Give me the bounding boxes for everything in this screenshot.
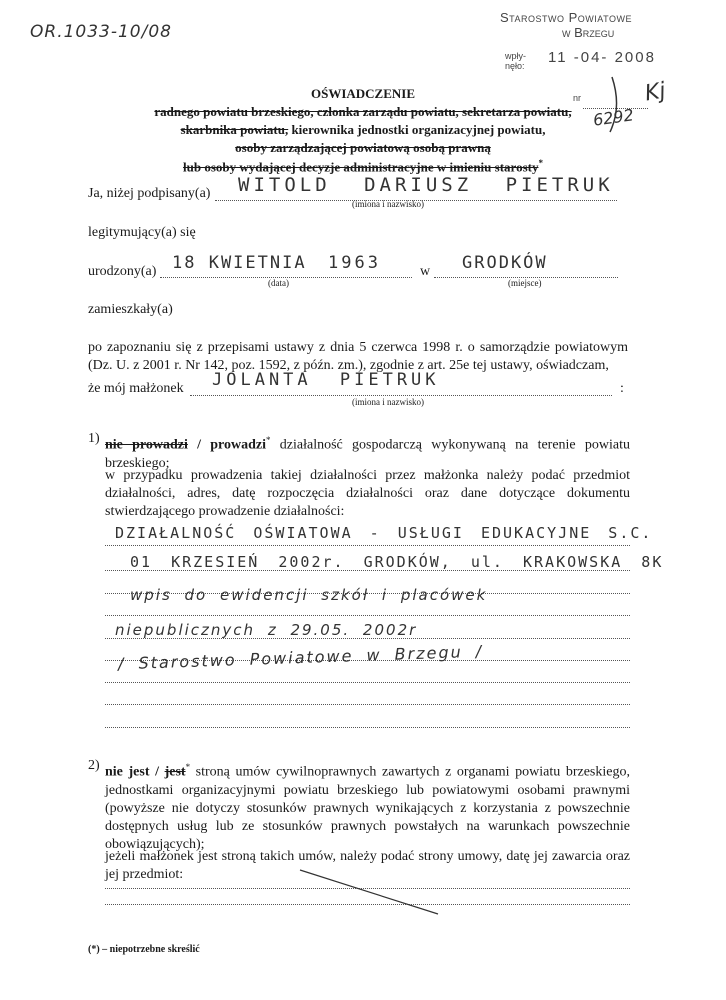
spouse-label: że mój małżonek xyxy=(88,381,184,396)
spouse-caption: (imiona i nazwisko) xyxy=(352,397,424,407)
section-1-handwritten-2: 01 KRZESIEŃ 2002r. GRODKÓW, ul. KRAKOWSKA 8K xyxy=(130,553,664,571)
stamp-received-date: 11 -04- 2008 xyxy=(548,49,656,66)
born-in-label: w xyxy=(420,264,431,279)
id-label: legitymujący(a) się xyxy=(88,225,196,240)
document-reference: OR.1033-10/08 xyxy=(30,22,172,42)
footnote: (*) – niepotrzebne skreślić xyxy=(88,944,200,955)
header-line-2: skarbnika powiatu, kierownika jednostki organizacyjnej powiatu, xyxy=(180,122,546,137)
header-line-1: radnego powiatu brzeskiego, członka zarządu powiatu, sekretarza powiatu, xyxy=(154,104,572,119)
stamp-nr-label: nr xyxy=(573,93,582,103)
section-1-handwritten-3: wpis do ewidencji szkół i placówek xyxy=(130,586,488,604)
stamp-city: w Brzegu xyxy=(562,25,615,40)
document-title: OŚWIADCZENIE xyxy=(310,86,416,101)
section-1-handwritten-1: DZIAŁALNOŚĆ OŚWIATOWA - USŁUGI EDUKACYJNE S.C. xyxy=(115,524,653,542)
signer-caption: (imiona i nazwisko) xyxy=(352,199,424,209)
born-place-caption: (miejsce) xyxy=(508,278,542,288)
section-1-number: 1) xyxy=(88,431,100,446)
section-1-handwritten-5: / Starostwo Powiatowe w Brzegu / xyxy=(117,641,484,674)
section-2-number: 2) xyxy=(88,758,100,773)
born-label: urodzony(a) xyxy=(88,264,157,279)
section-1-lead: nie prowadzi / prowadzi* działalność gospodarczą wykonywaną na terenie powiatu brzeskiego; xyxy=(105,435,630,471)
section-1-handwritten-4: niepublicznych z 29.05. 2002r xyxy=(115,621,418,639)
stamp-nr-value: 6292 xyxy=(591,105,635,130)
signer-value: WITOLD DARIUSZ PIETRUK xyxy=(238,174,614,196)
born-year-value: 1963 xyxy=(328,253,381,273)
signer-label: Ja, niżej podpisany(a) xyxy=(88,186,211,201)
intro-paragraph: po zapoznaniu się z przepisami ustawy z dnia 5 czerwca 1998 r. o samorządzie powiatowym (Dz. U. z 2001 r. Nr 142, poz. 1592, z późn. zm.), zgodnie z art. 25e tej ustawy, oświadczam, xyxy=(88,340,628,373)
section-2-text: nie jest / jest* stroną umów cywilnoprawnych zawartych z organami powiatu brzeskiego, jednostkami organizacyjnymi powiatu brzeskiego lub powiatowymi osobami prawnymi (powyższe nie dotyczy stosunków prawnych wynikających z korzystania z powszechnie dostępnych usług lub ze stosunków prawnych powstałych na warunkach powszechnie obowiązujących); xyxy=(105,762,630,852)
section-1-instruction: w przypadku prowadzenia takiej działalności przez małżonka należy podać przedmiot działalności, adres, datę rozpoczęcia działalności oraz dane dotyczące dokumentu stwierdzającego prowadzenie działalności: xyxy=(105,468,630,519)
spouse-value: JOLANTA PIETRUK xyxy=(212,370,440,390)
section-2-instruction: jeżeli małżonek jest stroną takich umów, należy podać strony umowy, datę jej zawarcia oraz jej przedmiot: xyxy=(105,849,630,882)
stamp-office: Starostwo Powiatowe xyxy=(500,10,632,25)
header-line-4: lub osoby wydającej decyzje administracyjne w imieniu starosty* xyxy=(183,158,543,175)
spouse-colon: : xyxy=(620,381,624,396)
stamp-received-label: wpły- nęło: xyxy=(505,51,527,71)
stamp-initials: Kj xyxy=(642,78,668,107)
born-place-value: GRODKÓW xyxy=(462,253,548,273)
resident-label: zamieszkały(a) xyxy=(88,302,173,317)
header-line-3: osoby zarządzającej powiatową osobą prawną xyxy=(235,140,491,155)
born-date-caption: (data) xyxy=(268,278,289,288)
born-date-value: 18 KWIETNIA xyxy=(172,253,307,273)
